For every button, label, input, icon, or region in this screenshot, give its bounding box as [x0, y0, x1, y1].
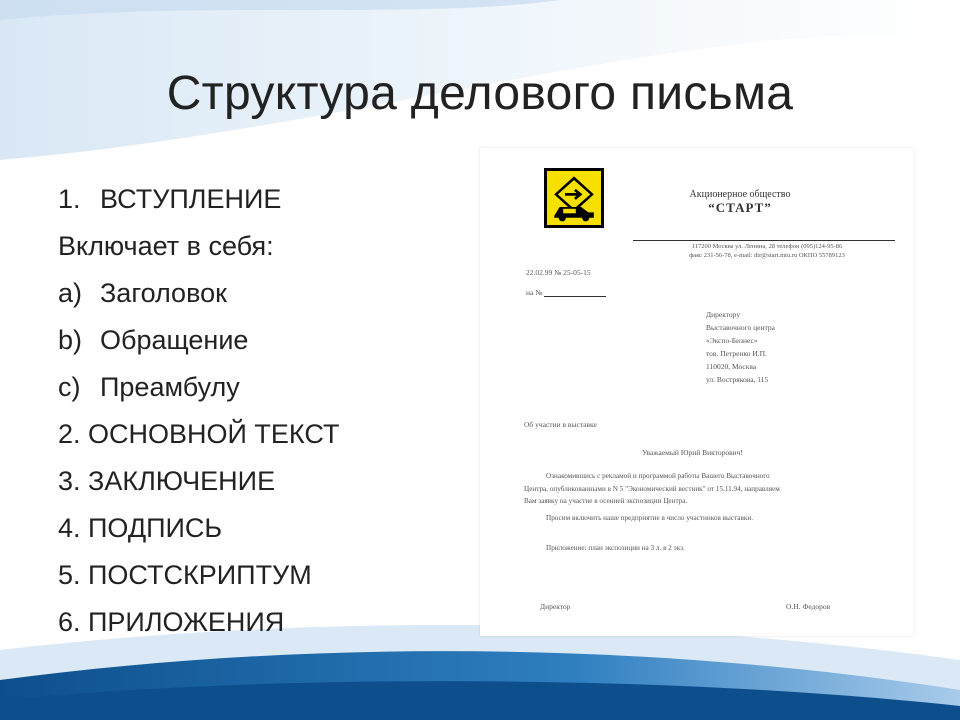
- list-item: [58, 411, 478, 458]
- recipient-line: тов. Петренко И.П.: [706, 349, 767, 358]
- list-item-text: Заголовок: [100, 278, 227, 308]
- list-item-text: 5. ПОСТСКРИПТУМ: [58, 560, 312, 590]
- list-item: [58, 458, 478, 505]
- company-logo-icon: [544, 168, 604, 228]
- list-item-text: ВСТУПЛЕНИЕ: [100, 184, 282, 214]
- body-line: Центра, опубликованными в N 5 "Экономический вестник" от 15.11.94, направляем: [524, 484, 780, 493]
- letter-date-number: 22.02.99 № 25-05-15: [526, 268, 591, 277]
- list-item-text: 6. ПРИЛОЖЕНИЯ: [58, 607, 285, 637]
- recipient-line: Выставочного центра: [706, 323, 775, 332]
- list-item-number: 1.: [58, 184, 81, 214]
- reference-blank: [544, 288, 606, 297]
- org-contacts: [638, 242, 896, 260]
- body-line: Ознакомившись с рекламой и программой работы Вашего Выставочного: [546, 472, 770, 480]
- recipient-line: ул. Вострякова, 115: [706, 375, 769, 384]
- list-item: [58, 364, 478, 411]
- contacts-line: факс 231-56-78, e-mail: dir@start.mtu.ru ОКПО 55789123: [689, 252, 845, 259]
- header-rule: [633, 240, 895, 241]
- letter-body: [524, 470, 884, 555]
- list-item-text: Обращение: [100, 325, 249, 355]
- list-item: [58, 317, 478, 364]
- org-name: “СТАРТ”: [708, 200, 772, 215]
- body-line: Вам заявку на участие в осенней экспозиции Центра.: [524, 497, 688, 505]
- list-item: [58, 223, 478, 270]
- list-item: [58, 552, 478, 599]
- list-item-text: 3. ЗАКЛЮЧЕНИЕ: [58, 466, 276, 496]
- org-header: [640, 188, 840, 214]
- list-item-letter: b): [58, 325, 83, 355]
- recipient-line: 110020, Москва: [706, 362, 757, 371]
- org-type: Акционерное общество: [689, 189, 791, 200]
- list-item: [58, 270, 478, 317]
- list-item: [58, 176, 478, 223]
- body-line: Просим включить наше предприятие в число участников выставки.: [546, 513, 754, 522]
- list-item-letter: a): [58, 278, 83, 308]
- signature-name: О.Н. Федоров: [786, 602, 831, 611]
- list-item-text: 4. ПОДПИСЬ: [58, 513, 223, 543]
- reference-label: на №: [526, 288, 543, 297]
- structure-list: [58, 176, 478, 646]
- list-item: [58, 505, 478, 552]
- list-item: [58, 599, 478, 646]
- list-item-letter: c): [58, 372, 81, 402]
- letter-sample: [480, 148, 914, 636]
- recipient-line: Директору: [706, 310, 741, 319]
- letter-salutation: Уважаемый Юрий Викторович!: [642, 448, 743, 457]
- slide-title: Структура делового письма: [166, 67, 794, 120]
- letter-subject: Об участии в выставке: [524, 420, 597, 429]
- letter-recipient: [706, 308, 775, 386]
- letter-attachment: Приложение: план экспозиции на 3 л. в 2 экз.: [546, 544, 685, 552]
- letter-reference: [526, 288, 606, 297]
- list-item-text: Преамбулу: [100, 372, 240, 402]
- signature-title: Директор: [540, 602, 571, 611]
- recipient-line: «Экспо-Бизнес»: [706, 336, 758, 345]
- list-item-text: Включает в себя:: [58, 231, 274, 261]
- contacts-line: 117200 Москва ул. Ленина, 28 телефон (095)124-95-86: [691, 243, 843, 250]
- list-item-text: 2. ОСНОВНОЙ ТЕКСТ: [58, 419, 340, 449]
